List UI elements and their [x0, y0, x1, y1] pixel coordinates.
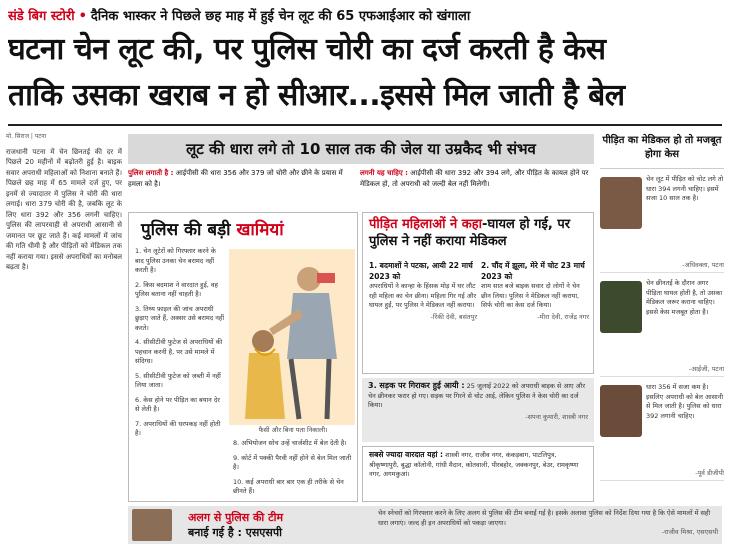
victim-1-text: अपराधियों ने कान्हा के हिंसक मोड़ में घर लौट रही महिला का चेन छीना। महिला गिर गई और घायल हुईं, पर पुलिस ने मेडिकल नहीं कराया।	[369, 282, 477, 309]
headline-line-2: ताकि उसका खराब न हो सीआर...इससे मिल जाती है बेल	[8, 78, 625, 113]
lapses-list	[135, 247, 225, 444]
expert-photo	[600, 281, 642, 333]
right-heading: पीड़ित का मेडिकल हो तो मजबूत होगा केस	[600, 132, 724, 169]
ssp-note-source: -राजीव मिश्रा, एसएसपी	[661, 528, 718, 536]
should-apply	[360, 168, 594, 208]
list-item: 10. कई अपराधी बार बार एक ही तरीके से चेन छीनते हैं।	[233, 477, 344, 495]
case-3-source: -सपना कुमारी, शास्त्री नगर	[525, 412, 588, 421]
victim-1	[369, 261, 477, 322]
expert-text: चेन छीनतई के दौरान अगर पीड़िता घायल होती है, तो उसका मेडिकल जरूर कराना चाहिए। इससे केस मजबूत होता है।	[646, 279, 723, 316]
should-apply-label: लगनी यह चाहिए :	[360, 169, 408, 177]
police-applies-text: आईपीसी की धारा 356 और 379 जो चोरी और छीने के प्रयास में हमला को है।	[128, 169, 343, 188]
list-item: 2. किस बदमाश ने वारदात हुई, वह पुलिस बताना नहीं चाहती है।	[135, 280, 218, 298]
ssp-note-text: चेन स्नेचरों को गिरफ्तार करने के लिए अलग से पुलिस की टीम बनाई गई है। इसके अलावा पुलिस को निर्देश दिया गया है कि ऐसे मामलों में सही धारा लगाएं। जल्द ही इन अपराधियों को पकड़ा जाएगा।	[378, 509, 711, 527]
illustration-svg	[229, 249, 355, 425]
police-applies	[128, 168, 354, 208]
expert-item	[600, 273, 724, 377]
victim-2	[481, 261, 589, 322]
hotspots-text: शास्त्री नगर, राजीव नगर, कंकड़बाग, पाटलिपुत्र, श्रीकृष्णापुरी, बुद्धा कॉलोनी, गांधी मैदान, कोतवाली, पीरबहोर, जक्कनपुर, बेउर, रामकृष्णा नगर, अगमकुआं।	[369, 451, 579, 478]
expert-text: धारा 356 में सजा कम है। इसलिए अपराधी को बेल आसानी से मिल जाती है। पुलिस को धारा 392 लगानी चाहिए।	[646, 383, 724, 420]
kicker-text: दैनिक भास्कर ने पिछले छह माह में हुई चेन लूट की 65 एफआईआर को खंगाला	[90, 9, 471, 24]
list-item: 1. चेन लूटेरों को गिरफ्तार करने के बाद पुलिस उनका चेन बरामद नहीं करती है।	[135, 247, 216, 274]
lapses-title	[129, 213, 357, 244]
left-body: राजधानी पटना में चेन छिनतई की दर में पिछले 20 महीनों में बढ़ोतरी हुई है। बाइक सवार अपराधी महिलाओं को निशाना बनाते हैं। पिछले छह माह में 65 मामले दर्ज हुए, पर इनमें से ज्यादातर में पुलिस ने चोरी की धारा लगाई। धारा 379 चोरी की है, जबकि लूट के लिए धारा 392 और 356 लगनी चाहिए। पुलिस की लापरवाही से अपराधी आसानी से जमानत पर छूट जाते हैं। कई मामलों में जांच की गति धीमी है और पीड़ितों को मेडिकल तक नहीं कराया गया। इससे अपराधियों का मनोबल बढ़ता है।	[6, 147, 122, 271]
list-item: 4. सीसीटीवी फुटेज से अपराधियों की पहचान करनी है, पर उसे मामले में संदिग्ध।	[135, 338, 223, 365]
expert-photo	[600, 177, 642, 229]
expert-item	[600, 169, 724, 273]
illustration-caption: फैसी और बिना पता निकाली।	[258, 426, 328, 434]
ssp-note	[378, 509, 718, 538]
police-applies-label: पुलिस लगाती है :	[128, 169, 174, 177]
headline-line-1: घटना चेन लूट की, पर पुलिस चोरी का दर्ज करती है केस	[8, 32, 606, 67]
ssp-quote-rest: बनाई गई है : एसएसपी	[188, 526, 282, 539]
expert-source: -पूर्व डीजीपी	[695, 469, 724, 477]
kicker-tag: संडे बिग स्टोरी	[8, 9, 75, 24]
list-item: 5. सीसीटीवी फुटेज को जब्ती में नहीं लिया जाता।	[135, 371, 221, 389]
case-3	[362, 378, 594, 442]
victims-title	[363, 213, 593, 253]
ssp-quote	[188, 510, 368, 540]
byline: मो. सिराज | पटना	[6, 133, 47, 140]
chain-snatching-illustration	[229, 249, 355, 425]
victim-2-head: 2. चौंद में झूला, मेरे में चोट 23 मार्च 2023 को	[481, 261, 585, 281]
lapses-list-2	[233, 439, 353, 502]
case-3-head: 3. सड़क पर गिराकर हुई आयी :	[368, 381, 465, 390]
victim-2-source: -मीरा देवी, राजेंद्र नगर	[537, 312, 589, 321]
expert-source: -आईजी, पटना	[688, 365, 724, 373]
kicker	[8, 6, 722, 28]
topbar-banner: लूट की धारा लगे तो 10 साल तक की जेल या उम्रकैद भी संभव	[128, 134, 594, 164]
list-item: 9. कोर्ट में पक्की पैरवी नहीं होने से बेल मिल जाती है।	[233, 453, 352, 471]
victim-1-head: 1. बदमाशों ने पटका, आयी 22 मार्च 2023 को	[369, 261, 473, 281]
victims-title-red: पीड़ित महिलाओं ने कहा	[369, 217, 483, 232]
police-lapses-box	[128, 212, 358, 502]
victims-box	[362, 212, 594, 374]
case-3-text: 25 जुलाई 2022 को अपराधी बाइक से आए और चेन छीनकर फरार हो गए। सड़क पर गिरने से चोट आई, लेकिन पुलिस ने केस चोरी का दर्ज किया।	[368, 382, 585, 409]
ssp-quote-prefix: अलग से पुलिस की टीम	[188, 511, 284, 524]
expert-text: चेन लूट में पीड़ित को चोट लगे तो धारा 394 लगनी चाहिए। इसमें सजा 10 साल तक है।	[646, 175, 724, 202]
lapses-title-prefix: पुलिस की बड़ी	[141, 220, 237, 240]
divider	[8, 124, 722, 126]
should-apply-text: आईपीसी की धारा 392 और 394 लगे, और पीड़ित के कायल होने पर मेडिकल हो, तो अपराधी को जल्दी बेल नहीं मिलेगी।	[360, 169, 589, 188]
list-item: 7. अपराधियों की धरपकड़ नहीं होती है।	[135, 419, 221, 437]
bullet-icon: •	[78, 9, 87, 24]
victim-1-source: -रिंकी देवी, बसंतपुर	[430, 312, 477, 321]
left-column	[6, 132, 122, 542]
list-item: 6. केस होने पर पीड़ित का बयान देर से लेती है।	[135, 395, 220, 413]
victim-2-text: शाम सात बजे बाइक सवार दो लोगों ने चेन छीन लिया। पुलिस ने मेडिकल नहीं कराया, सिर्फ चोरी का केस दर्ज किया।	[481, 282, 580, 309]
victims-title-rest: -घायल हो गई, पर पुलिस ने नहीं कराया मेडिकल	[369, 217, 571, 249]
list-item: 8. अभियोजन सोच उन्हें चार्जशीट में बेल देती है।	[233, 439, 347, 447]
hotspots-head: सबसे ज्यादा वारदात यहां :	[369, 450, 444, 459]
bottom-strip	[128, 506, 722, 544]
expert-source: -अधिवक्ता, पटना	[682, 261, 724, 269]
hotspots-box	[362, 446, 594, 502]
expert-item	[600, 377, 724, 481]
right-column	[600, 132, 724, 502]
lapses-title-red: खामियां	[236, 220, 284, 240]
list-item: 3. तिथ्य फ़ाइल की जांच अपराधी छुड़ाए जाते हैं, अक्सर उसे बरामद नहीं करते।	[135, 304, 225, 332]
ssp-photo	[132, 509, 172, 541]
expert-photo	[600, 385, 642, 437]
